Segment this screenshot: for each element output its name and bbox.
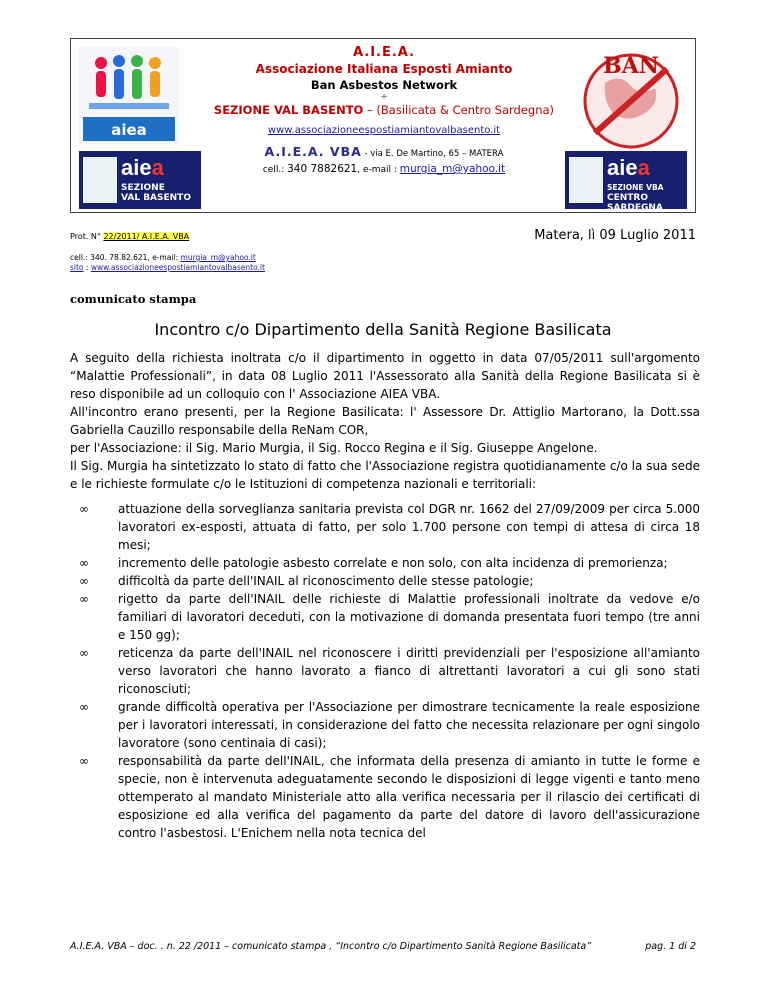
paragraph: Il Sig. Murgia ha sintetizzato lo stato di fatto che l'Associazione registra quotidianamente c/o la sua sede e le richieste formulate c/o le Istituzioni di competenza nazionali e territoriali:: [70, 459, 700, 491]
aiea-logo-icon: [79, 47, 179, 145]
infinity-bullet-icon: ∞: [79, 502, 89, 516]
network-name: Ban Asbestos Network: [310, 78, 458, 92]
page-title: Incontro c/o Dipartimento della Sanità Regione Basilicata: [154, 320, 612, 339]
page-number: pag. 1 di 2: [645, 941, 696, 952]
contact-meta: cell.: 340. 78.82.621, e-mail: murgia_m@yahoo.it sito : www.associazioneespostiamiantovalbasento.it: [70, 253, 265, 272]
section-name: SEZIONE VAL BASENTO – (Basilicata & Centro Sardegna): [213, 103, 555, 117]
body-text: [70, 349, 700, 842]
infinity-bullet-icon: ∞: [79, 646, 89, 660]
list-item: ∞ rigetto da parte dell'INAIL delle richieste di Malattie professionali inoltrate da vedove e/o familiari di lavoratori deceduti, con la motivazione di domanda presentata fuori tempo (tre anni e 150 gg);: [79, 592, 700, 642]
meta-site-link[interactable]: www.associazioneespostiamiantovalbasento.it: [90, 263, 265, 272]
letterhead: [70, 38, 696, 213]
list-item: ∞ difficoltà da parte dell'INAIL al riconoscimento delle stesse patologie;: [79, 574, 534, 588]
website-link[interactable]: www.associazioneespostiamiantovalbasento.it: [267, 125, 501, 136]
org-name: Associazione Italiana Esposti Amianto: [255, 62, 513, 76]
list-item: ∞ incremento delle patologie asbesto correlate e non solo, con alta incidenza di premorienza;: [79, 556, 668, 570]
paragraph: per l'Associazione: il Sig. Mario Murgia, il Sig. Rocco Regina e il Sig. Giuseppe Angelone.: [70, 441, 598, 455]
org-acronym: A.I.E.A.: [352, 45, 416, 60]
vba-address: A.I.E.A. VBA - via E. De Martino, 65 – MATERA: [264, 144, 504, 159]
infinity-bullet-icon: ∞: [79, 754, 89, 768]
request-list: [70, 500, 700, 842]
paragraph: A seguito della richiesta inoltrata c/o il dipartimento in oggetto in data 07/05/2011 sull'argomento “Malattie Professionali”, in data 08 Luglio 2011 l'Assessorato alla Sanità della Regione Basilicata si è reso disponibile ad un colloquio con l' Associazione AIEA VBA.: [70, 351, 700, 401]
infinity-bullet-icon: ∞: [79, 574, 89, 588]
list-item: ∞ grande difficoltà operativa per l'Associazione per dimostrare tecnicamente la reale esposizione per i lavoratori interessati, in considerazione del fatto che necessita relazionare per ogni singolo lavoratore (sono centinaia di casi);: [79, 700, 700, 750]
document-type: comunicato stampa: [70, 292, 197, 306]
email-link[interactable]: murgia_m@yahoo.it: [399, 163, 506, 175]
contact-line: cell.: 340 7882621, e-mail : murgia_m@yahoo.it: [262, 163, 506, 175]
paragraph: All'incontro erano presenti, per la Regione Basilicata: l' Assessore Dr. Attiglio Martorano, la Dott.ssa Gabriella Cauzillo responsabile della ReNam COR,: [70, 405, 700, 437]
infinity-bullet-icon: ∞: [79, 592, 89, 606]
document-date: Matera, lì 09 Luglio 2011: [534, 228, 696, 243]
aiea-section-badge-right: aiea SEZIONE VBA CENTRO SARDEGNA: [565, 151, 687, 209]
footer-note: A.I.E.A. VBA – doc. . n. 22 /2011 – comunicato stampa , “Incontro c/o Dipartimento Sanità Regione Basilicata”: [70, 941, 592, 952]
protocol-number: Prot. N° 22/2011/ A.I.E.A. VBA: [70, 232, 190, 241]
list-item: ∞ reticenza da parte dell'INAIL nel riconoscere i diritti previdenziali per l'esposizione all'amianto verso lavoratori che hanno lavorato a fianco di altrettanti lavoratori a cui gli sono stati riconosciuti;: [79, 646, 700, 696]
ban-globe-logo-icon: [575, 43, 687, 155]
infinity-bullet-icon: ∞: [79, 700, 89, 714]
letterhead-text: [201, 39, 567, 175]
svg-text:aiea: aiea: [111, 121, 147, 139]
list-item: ∞ attuazione della sorveglianza sanitaria prevista col DGR nr. 1662 del 27/09/2009 per circa 5.000 lavoratori ex-esposti, attuata di fatto, per solo 1.700 persone con tempi di attesa di circa 18 mesi;: [79, 502, 700, 552]
divider-glyph: ÷: [380, 92, 388, 102]
infinity-bullet-icon: ∞: [79, 556, 89, 570]
badge-figure-icon: [83, 157, 117, 203]
list-item: ∞ responsabilità da parte dell'INAIL, che informata della presenza di amianto in tutte le forme e specie, non è intervenuta adeguatamente secondo le disposizioni di legge vigenti e tanto meno ottemperato al mandato Ministeriale atto alla verifica necessaria per il rilascio dei certificati di esposizione ed alla verifica del pagamento da parte del datore di lavoro dell'assicurazione contro l'asbestosi. L'Enichem nella nota tecnica del: [79, 754, 700, 840]
badge-figure-icon: [569, 157, 603, 203]
svg-text:BAN: BAN: [603, 53, 659, 79]
meta-email-link[interactable]: murgia_m@yahoo.it: [180, 253, 256, 262]
aiea-section-badge-left: aiea SEZIONE VAL BASENTO: [79, 151, 201, 209]
